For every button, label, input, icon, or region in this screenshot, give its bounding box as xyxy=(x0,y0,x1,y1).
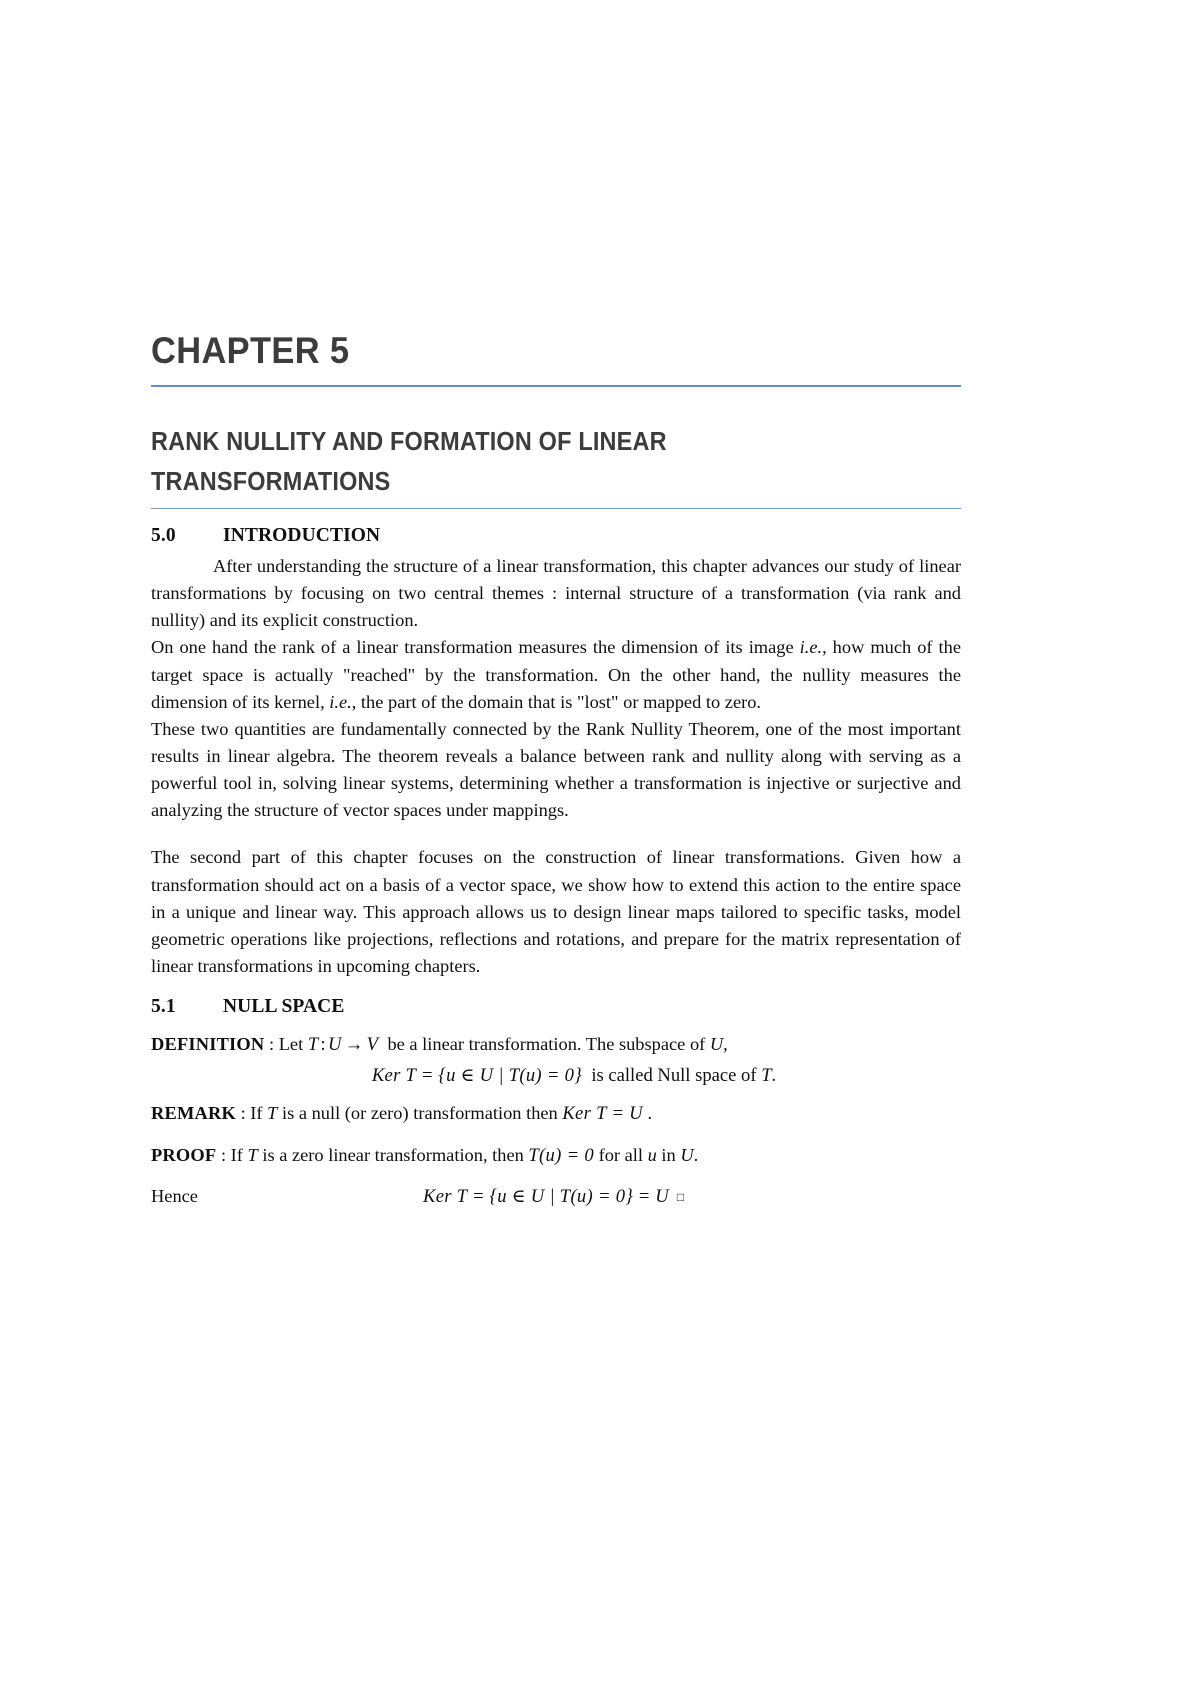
title-divider xyxy=(151,385,961,387)
section-title: INTRODUCTION xyxy=(223,524,381,546)
section-number: 5.1 xyxy=(151,996,176,1018)
proof-label: PROOF xyxy=(151,1144,217,1165)
definition-label: DEFINITION xyxy=(151,1034,265,1055)
definition-statement: DEFINITION : Let T : U → V be a linear transformation. The subspace of U, xyxy=(151,1034,728,1056)
section-number: 5.0 xyxy=(151,524,176,546)
hence-formula: Ker T = {u ∈ U | T(u) = 0} = U □ xyxy=(423,1185,685,1207)
chapter-subtitle-line-1: RANK NULLITY AND FORMATION OF LINEAR xyxy=(151,428,667,457)
remark-statement: REMARK : If T is a null (or zero) transformation then Ker T = U . xyxy=(151,1103,653,1125)
intro-paragraph-3: These two quantities are fundamentally connected by the Rank Nullity Theorem, one of the most important results in linear algebra. The theorem reveals a balance between rank and nullity along with serving as a powerful tool in, solving linear systems, determining whether a transformation is injective or surjective and analyzing the structure of vector spaces under mappings. xyxy=(151,718,961,821)
chapter-subtitle-line-2: TRANSFORMATIONS xyxy=(151,468,391,497)
subtitle-divider xyxy=(151,508,961,509)
proof-statement: PROOF : If T is a zero linear transformation, then T(u) = 0 for all u in U. xyxy=(151,1144,699,1166)
hence-label: Hence xyxy=(151,1185,198,1206)
definition-map-notation: T : U → V xyxy=(307,1034,379,1056)
page-title: CHAPTER 5 xyxy=(151,330,350,371)
intro-paragraph-2: On one hand the rank of a linear transformation measures the dimension of its image i.e., how much of the target space is actually "reached" by the transformation. On the other hand, the nullity measures the dimension of its kernel, i.e., the part of the domain that is "lost" or mapped to zero. xyxy=(151,637,961,712)
ker-T: Ker T xyxy=(371,1065,417,1087)
chapter-subtitle xyxy=(151,423,896,503)
remark-label: REMARK xyxy=(151,1103,236,1124)
kernel-set: {u ∈ U | T(u) = 0} xyxy=(438,1065,583,1087)
kernel-definition-formula: Ker T = {u ∈ U | T(u) = 0} is called Null space of T. xyxy=(371,1065,777,1087)
qed-square-icon: □ xyxy=(676,1189,685,1204)
remark-formula: Ker T = U xyxy=(562,1103,643,1125)
section-heading-null-space xyxy=(151,996,961,1018)
hence-line xyxy=(151,1186,961,1212)
page-content xyxy=(151,330,961,1212)
section-title: NULL SPACE xyxy=(223,996,345,1018)
italic-ie-1: i.e. xyxy=(799,637,823,658)
subspace-U: U xyxy=(709,1034,724,1055)
section-heading-introduction xyxy=(151,525,961,547)
italic-ie-2: i.e. xyxy=(329,691,352,712)
intro-paragraph-1: After understanding the structure of a linear transformation, this chapter advances our study of linear transformations by focusing on two central themes : internal structure of a transformation (via rank and nullity) and its explicit construction. xyxy=(151,555,961,631)
intro-paragraph-4: The second part of this chapter focuses on the construction of linear transformations. Given how a transformation should act on a basis of a vector space, we show how to extend this action to the entire space in a unique and linear way. This approach allows us to design linear maps tailored to specific tasks, model geometric operations like projections, reflections and rotations, and prepare for the matrix representation of linear transformations in upcoming chapters. xyxy=(151,847,961,976)
proof-formula: T(u) = 0 xyxy=(528,1144,594,1166)
right-arrow-icon: → xyxy=(344,1034,364,1056)
